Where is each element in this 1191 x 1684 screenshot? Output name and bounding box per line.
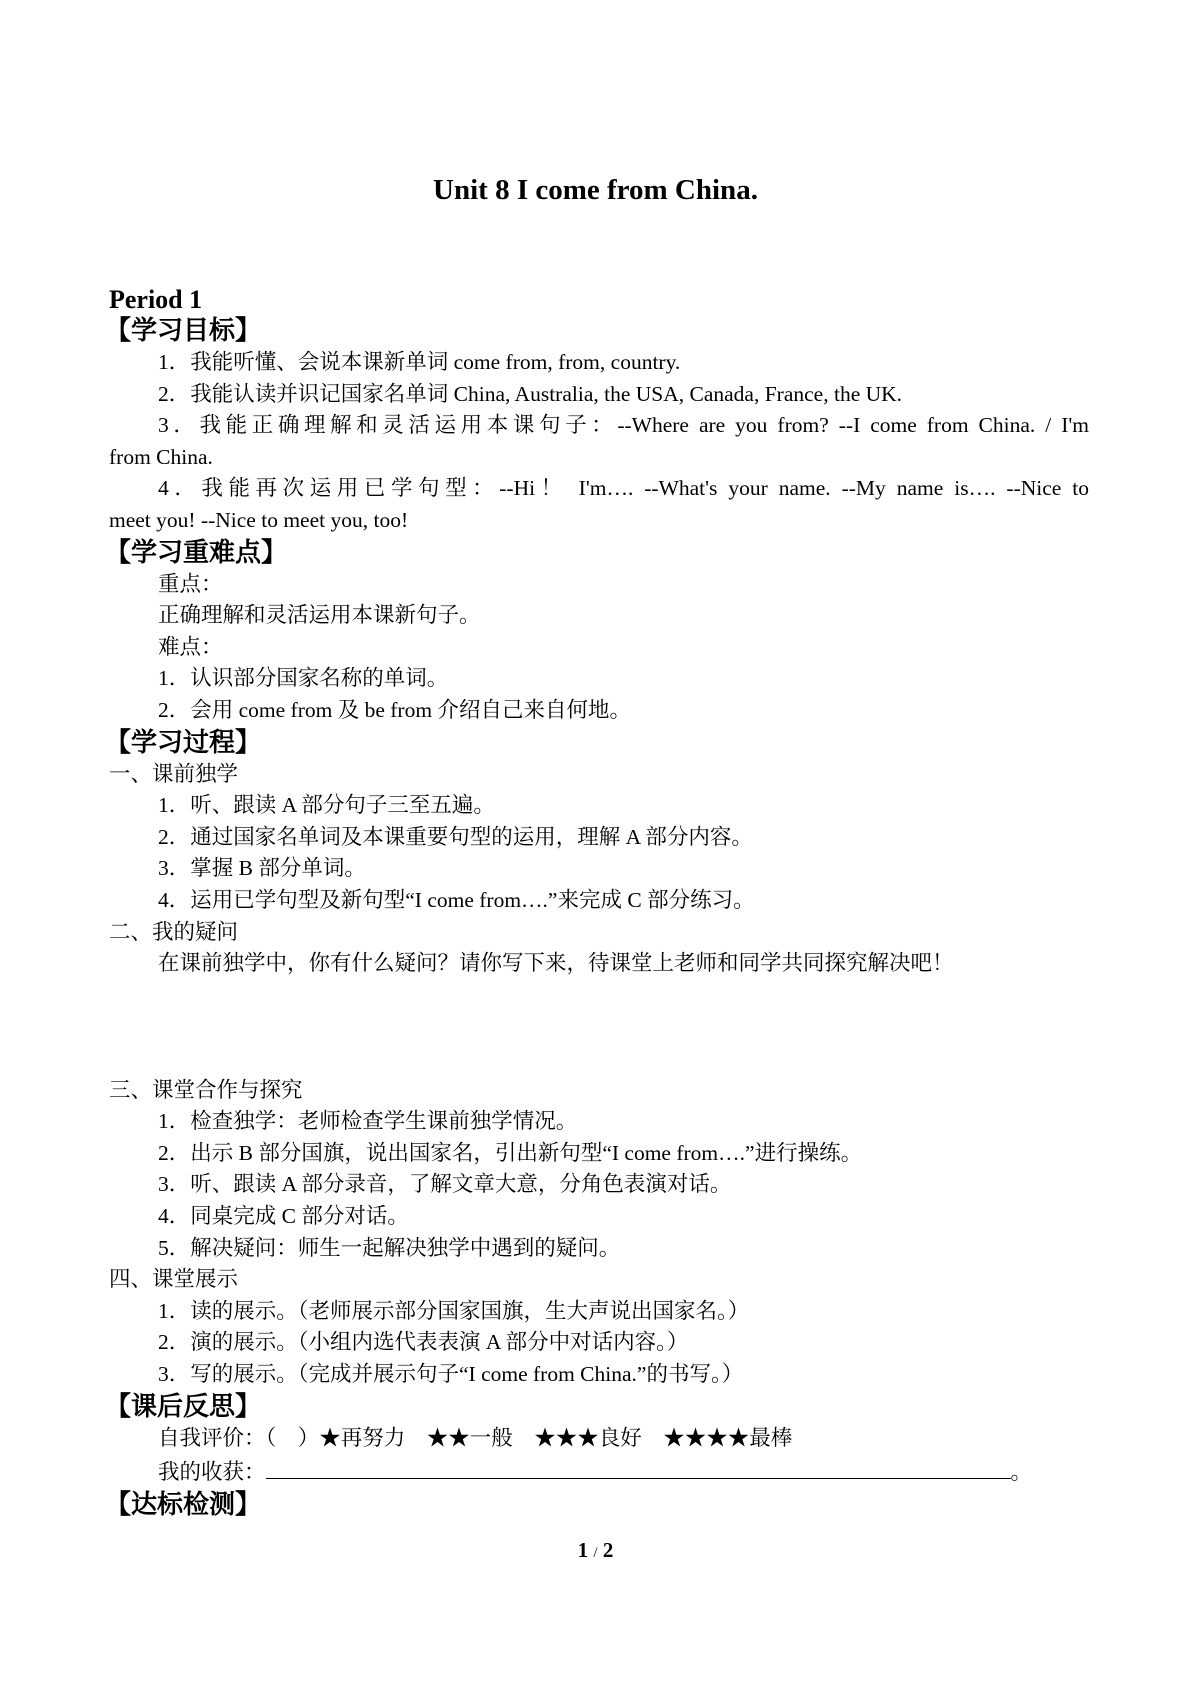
page-total: 2	[602, 1538, 614, 1562]
objective-item-continued: from China.	[109, 444, 213, 469]
question-writing-space	[109, 980, 1089, 1075]
harvest-blank-line[interactable]	[266, 1454, 1011, 1479]
objective-item: 3．我能正确理解和灵活运用本课句子：--Where are you from? --I come from China. / I'm	[158, 413, 1089, 438]
process-item: 2．演的展示。（小组内选代表表演 A 部分中对话内容。）	[158, 1330, 689, 1355]
harvest-label: 我的收获：	[158, 1460, 266, 1485]
process-item: 4．运用已学句型及新句型“I come from….”来完成 C 部分练习。	[158, 887, 755, 912]
objective-item: 4．我能再次运用已学句型：--Hi！ I'm…. --What's your name. --My name is…. --Nice to	[158, 476, 1089, 501]
objective-item: 1．我能听懂、会说本课新单词 come from, from, country.	[158, 350, 681, 374]
process-item: 1．听、跟读 A 部分句子三至五遍。	[158, 793, 495, 818]
objectives-heading: 【学习目标】	[105, 316, 262, 345]
process-item: 3．听、跟读 A 部分录音，了解文章大意，分角色表演对话。	[158, 1172, 732, 1197]
document-title: Unit 8 I come from China.	[433, 174, 758, 206]
process-item: 3．写的展示。（完成并展示句子“I come from China.”的书写。）	[158, 1362, 744, 1387]
difficulty-item: 2．会用 come from 及 be from 介绍自己来自何地。	[158, 697, 631, 722]
process-item: 5．解决疑问：师生一起解决独学中遇到的疑问。	[158, 1235, 621, 1260]
objective-item-continued: meet you! --Nice to meet you, too!	[109, 507, 409, 532]
process-item: 3．掌握 B 部分单词。	[158, 856, 366, 881]
harvest-end: 。	[1010, 1460, 1033, 1485]
page-current: 1	[577, 1538, 589, 1562]
process-part-title: 四、课堂展示	[109, 1267, 239, 1292]
document-body	[105, 285, 1089, 1521]
process-item: 1．检查独学：老师检查学生课前独学情况。	[158, 1109, 578, 1134]
process-item: 2．出示 B 部分国旗，说出国家名，引出新句型“I come from….”进行操练。	[158, 1140, 863, 1165]
key-point-label: 重点：	[158, 571, 223, 596]
question-prompt: 在课前独学中，你有什么疑问？请你写下来，待课堂上老师和同学共同探究解决吧！	[158, 951, 954, 976]
process-item: 1．读的展示。（老师展示部分国家国旗，生大声说出国家名。）	[158, 1298, 750, 1323]
process-heading: 【学习过程】	[105, 727, 262, 757]
harvest-row	[109, 1454, 1089, 1489]
process-item: 2．通过国家名单词及本课重要句型的运用，理解 A 部分内容。	[158, 824, 753, 849]
period-label: Period 1	[109, 285, 203, 314]
process-part-title: 一、课前独学	[109, 761, 239, 786]
page-separator: /	[593, 1545, 598, 1561]
process-part-title: 二、我的疑问	[109, 919, 239, 944]
page-number	[0, 1538, 1191, 1563]
process-part-title: 三、课堂合作与探究	[109, 1077, 303, 1102]
key-point-item: 正确理解和灵活运用本课新句子。	[158, 603, 481, 628]
difficulty-item: 1．认识部分国家名称的单词。	[158, 666, 449, 691]
objective-item: 2．我能认读并识记国家名单词 China, Australia, the USA, Canada, France, the UK.	[158, 381, 903, 406]
self-evaluation: 自我评价：（ ）★再努力 ★★一般 ★★★良好 ★★★★最棒	[158, 1425, 793, 1450]
difficulty-label: 难点：	[158, 634, 223, 659]
reflection-heading: 【课后反思】	[105, 1391, 262, 1421]
key-points-heading: 【学习重难点】	[105, 537, 288, 567]
process-item: 4．同桌完成 C 部分对话。	[158, 1204, 409, 1229]
test-heading: 【达标检测】	[105, 1489, 262, 1519]
